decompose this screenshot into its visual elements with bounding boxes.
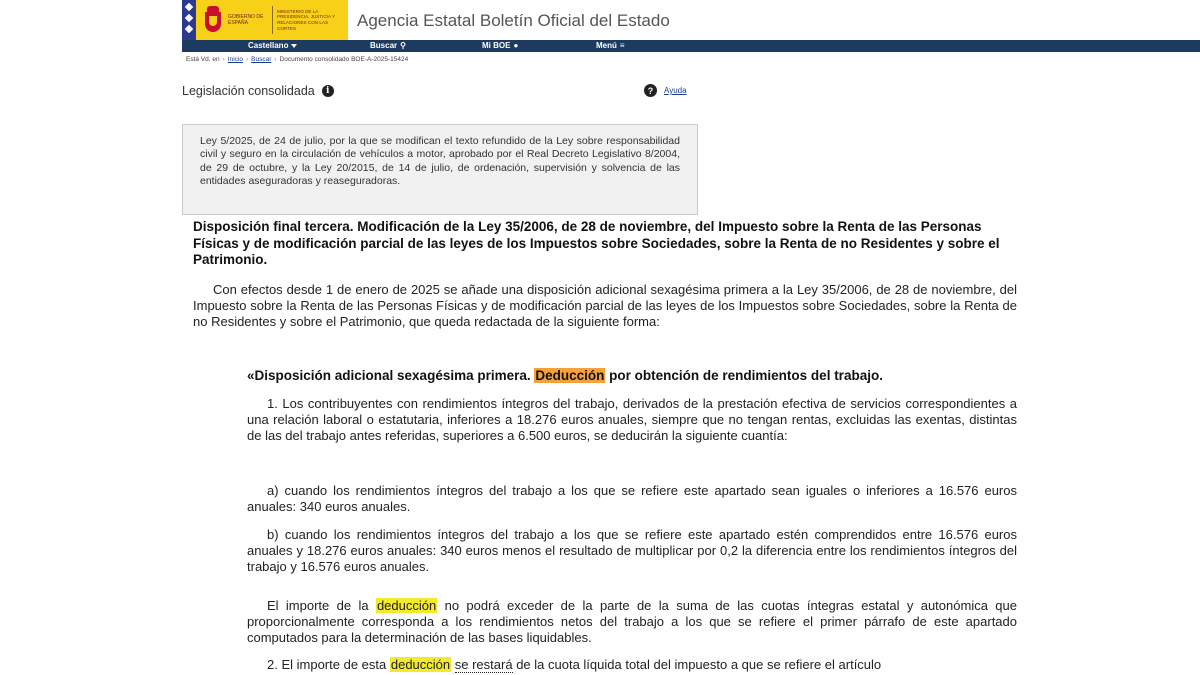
paragraph-a: a) cuando los rendimientos íntegros del trabajo a los que se refiere este apartado sean iguales o inferiores a 16.576 euros anuales: 340 euros anuales.: [247, 483, 1017, 515]
p2-underlined-term: se restará: [454, 657, 513, 672]
search-highlight-yellow: deducción: [390, 657, 451, 672]
nav-language[interactable]: [248, 40, 297, 52]
paragraph-importe: [247, 598, 1017, 647]
section-title: [182, 84, 334, 98]
help-link-group: [644, 84, 687, 97]
breadcrumb: [186, 56, 408, 63]
logo-ministerio-text: MINISTERIO DE LA PRESIDENCIA, JUSTICIA Y RELACIONES CON LAS CORTES: [277, 8, 336, 31]
help-icon[interactable]: ?: [644, 84, 657, 97]
nav-menu-label: Menú: [596, 41, 617, 50]
importe-part-a: El importe de la: [267, 598, 369, 613]
logo-stripe: [182, 0, 196, 40]
sub-article-title: [247, 368, 883, 383]
article-title: Disposición final tercera. Modificación de la Ley 35/2006, de 28 de noviembre, del Impuesto sobre la Renta de las Personas Físicas y de modificación parcial de las leyes de los Impuestos sobre Sociedades, sobre la Renta de no Residentes y sobre el Patrimonio.: [193, 219, 1000, 267]
main-navbar: [182, 40, 1200, 52]
logo-gobierno-text: GOBIERNO DE ESPAÑA: [228, 14, 264, 26]
breadcrumb-separator: ›: [245, 56, 249, 63]
breadcrumb-prefix: Está Vd. en: [186, 56, 220, 63]
p2-part-a: 2. El importe de esta: [267, 657, 387, 672]
nav-my-boe[interactable]: [482, 40, 518, 52]
user-icon: ●: [513, 41, 519, 50]
paragraph-2: [247, 657, 1017, 673]
nav-language-label: Castellano: [248, 41, 289, 50]
search-highlight-yellow: deducción: [376, 598, 437, 613]
nav-menu[interactable]: [596, 40, 625, 52]
law-summary-box: Ley 5/2025, de 24 de julio, por la que se modifican el texto refundido de la Ley sobre responsabilidad civil y seguro en la circulación de vehículos a motor, aprobado por el Real Decreto Legislativo 8/2004, de 29 de octubre, y la Ley 20/2015, de 14 de julio, de ordenación, supervisión y solvencia de las entidades aseguradoras y reaseguradoras.: [182, 124, 698, 215]
breadcrumb-separator: ›: [274, 56, 277, 63]
caret-down-icon: [291, 44, 297, 48]
section-title-text: Legislación consolidada: [182, 84, 315, 98]
breadcrumb-current: Documento consolidado BOE-A-2025-15424: [279, 56, 409, 63]
breadcrumb-inicio-link[interactable]: Inicio: [227, 56, 243, 63]
hamburger-icon: ≡: [619, 41, 625, 50]
article-intro-paragraph: Con efectos desde 1 de enero de 2025 se añade una disposición adicional sexagésima primera a la Ley 35/2006, de 28 de noviembre, del Impuesto sobre la Renta de las Personas Físicas y de modificación parcial de las leyes de los Impuestos sobre Sociedades, sobre la Renta de no Residentes y sobre el Patrimonio, que queda redactada de la siguiente forma:: [193, 282, 1017, 330]
breadcrumb-buscar-link[interactable]: Buscar: [251, 56, 272, 63]
government-logo[interactable]: [182, 0, 348, 40]
nav-my-boe-label: Mi BOE: [482, 41, 511, 50]
coat-of-arms-icon: [202, 6, 224, 34]
nav-search-label: Buscar: [370, 41, 398, 50]
sub-title-part-b: por obtención de rendimientos del trabajo.: [609, 368, 883, 383]
paragraph-b: b) cuando los rendimientos íntegros del trabajo a los que se refiere este apartado estén comprendidos entre 16.576 euros anuales y 18.276 euros anuales: 340 euros menos el resultado de multiplicar por 0,2 la diferencia entre los rendimientos íntegros del trabajo y 16.576 euros anuales.: [247, 527, 1017, 575]
help-link[interactable]: Ayuda: [664, 86, 687, 95]
p2-part-b: de la cuota líquida total del impuesto a que se refiere el artículo: [516, 657, 882, 672]
nav-search[interactable]: [370, 40, 406, 52]
search-highlight-orange: Deducción: [535, 368, 605, 383]
breadcrumb-separator: ›: [222, 56, 225, 63]
importe-part-b: no podrá exceder de la parte de la suma de las cuotas íntegras estatal y autonómica que proporcionalmente corresponda a los rendimientos netos del trabajo a los que se refiere el primer párrafo de este apartado computados para la determinación de las bases liquidables.: [247, 598, 1017, 646]
logo-divider: [272, 6, 273, 34]
site-header: [0, 0, 1200, 40]
agency-title[interactable]: Agencia Estatal Boletín Oficial del Estado: [357, 11, 670, 30]
paragraph-1: 1. Los contribuyentes con rendimientos íntegros del trabajo, derivados de la prestación efectiva de servicios correspondientes a una relación laboral o estatutaria, inferiores a 18.276 euros anuales, siempre que no tengan rentas, excluidas las exentas, distintas de las del trabajo antes referidas, superiores a 6.500 euros, se deducirán la siguiente cuantía:: [247, 396, 1017, 444]
sub-title-part-a: «Disposición adicional sexagésima primera.: [247, 368, 531, 383]
info-icon[interactable]: i: [322, 85, 334, 97]
search-icon: ⚲: [400, 41, 406, 50]
